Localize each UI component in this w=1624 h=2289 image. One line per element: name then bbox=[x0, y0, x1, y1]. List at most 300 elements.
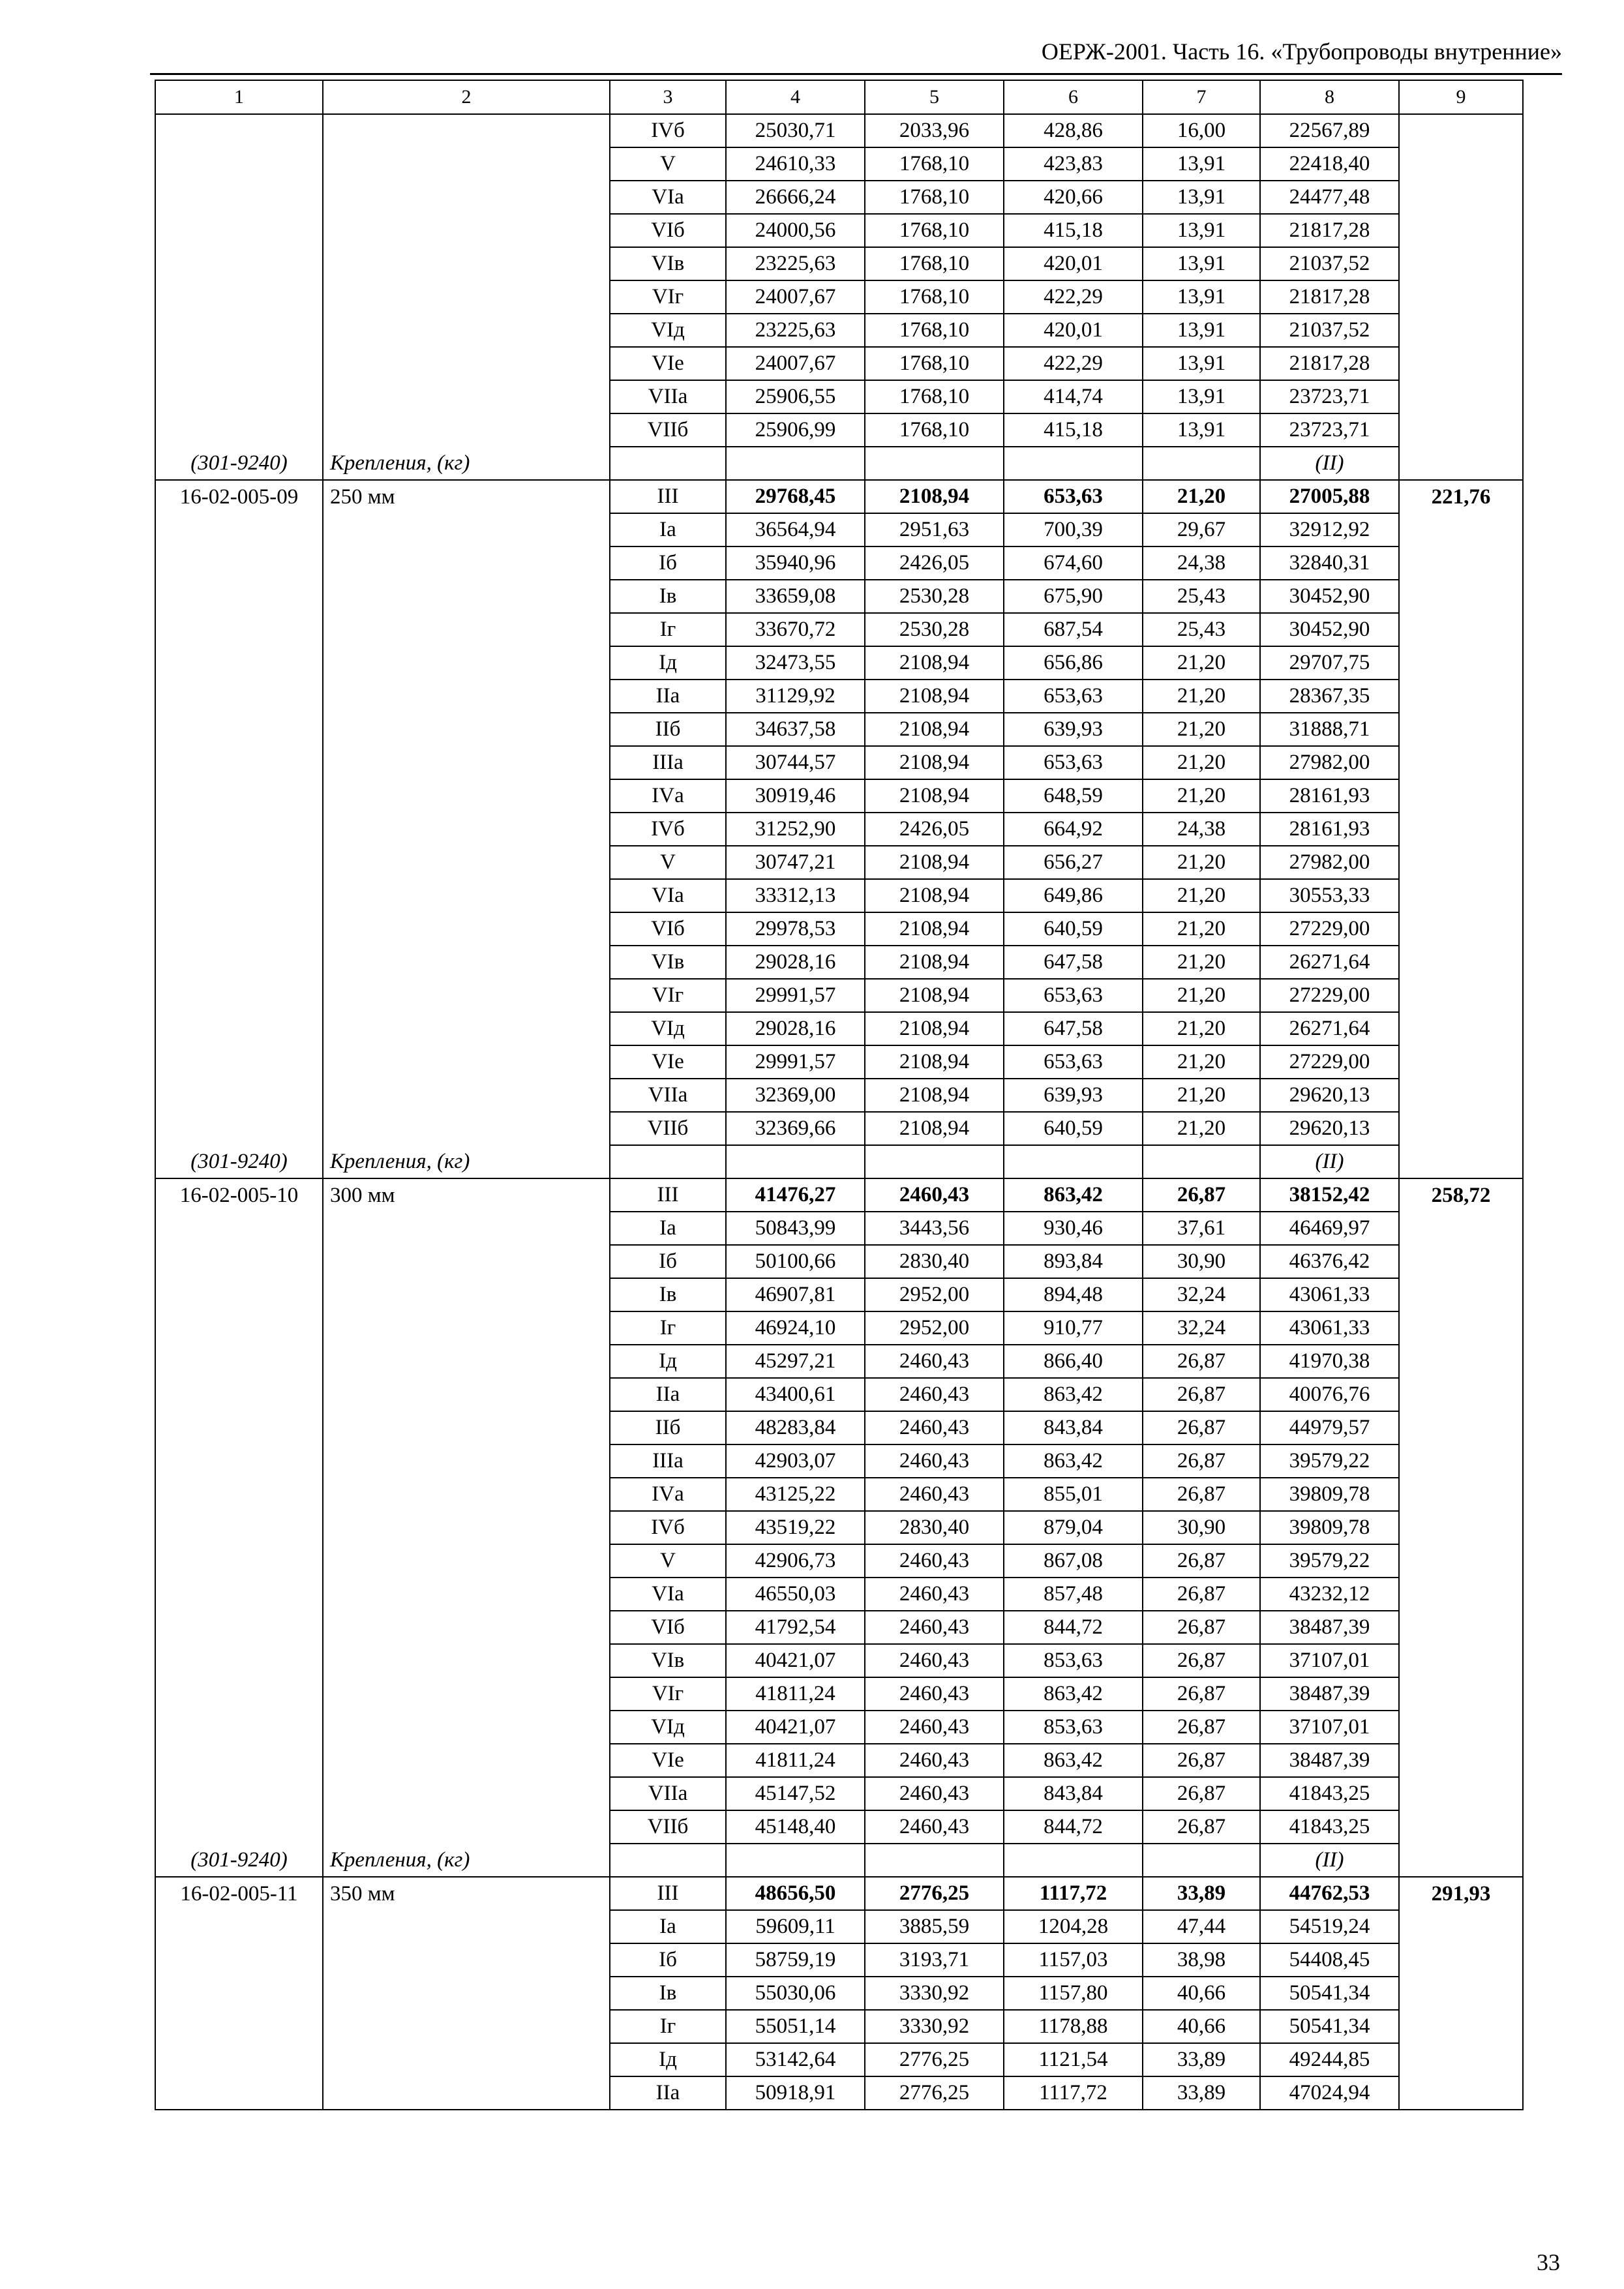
table-cell: 21,20 bbox=[1143, 646, 1260, 680]
table-cell: 38,98 bbox=[1143, 1943, 1260, 1977]
table-cell: VIг bbox=[610, 280, 726, 314]
table-cell: 26,87 bbox=[1143, 1378, 1260, 1411]
table-cell: 16-02-005-10 bbox=[155, 1178, 323, 1212]
table-row bbox=[155, 1079, 1523, 1112]
table-cell bbox=[323, 746, 610, 779]
table-cell: 50100,66 bbox=[726, 1245, 865, 1278]
table-cell: 21,20 bbox=[1143, 1112, 1260, 1145]
table-cell bbox=[323, 979, 610, 1012]
table-cell: 41811,24 bbox=[726, 1744, 865, 1777]
table-row bbox=[155, 480, 1523, 513]
table-cell: 47024,94 bbox=[1260, 2076, 1399, 2110]
table-row bbox=[155, 1744, 1523, 1777]
table-cell: 26,87 bbox=[1143, 1478, 1260, 1511]
table-cell: 863,42 bbox=[1004, 1378, 1143, 1411]
column-number: 4 bbox=[726, 80, 865, 114]
table-cell: 38487,39 bbox=[1260, 1611, 1399, 1644]
table-cell: 16-02-005-09 bbox=[155, 480, 323, 513]
table-cell bbox=[323, 912, 610, 946]
table-cell bbox=[1399, 1844, 1523, 1877]
table-cell: 855,01 bbox=[1004, 1478, 1143, 1511]
table-cell: 26666,24 bbox=[726, 181, 865, 214]
table-cell: 21817,28 bbox=[1260, 214, 1399, 247]
table-cell: 32840,31 bbox=[1260, 546, 1399, 580]
table-cell: IVб bbox=[610, 813, 726, 846]
table-cell bbox=[323, 1810, 610, 1844]
table-cell: 41843,25 bbox=[1260, 1810, 1399, 1844]
table-cell: 44979,57 bbox=[1260, 1411, 1399, 1444]
table-cell: 1117,72 bbox=[1004, 1877, 1143, 1910]
fastening-note-row bbox=[155, 1844, 1523, 1877]
table-cell: 26,87 bbox=[1143, 1677, 1260, 1711]
table-cell: 41970,38 bbox=[1260, 1345, 1399, 1378]
table-cell bbox=[1399, 1977, 1523, 2010]
table-cell: 700,39 bbox=[1004, 513, 1143, 546]
table-cell: IIIа bbox=[610, 746, 726, 779]
table-cell: VIа bbox=[610, 1578, 726, 1611]
table-row bbox=[155, 1544, 1523, 1578]
table-row bbox=[155, 1245, 1523, 1278]
table-cell: 22418,40 bbox=[1260, 147, 1399, 181]
table-cell: 653,63 bbox=[1004, 1045, 1143, 1079]
table-cell bbox=[155, 1079, 323, 1112]
table-cell: 38152,42 bbox=[1260, 1178, 1399, 1212]
table-cell: 43232,12 bbox=[1260, 1578, 1399, 1611]
table-cell bbox=[726, 1844, 865, 1877]
table-cell bbox=[1399, 1112, 1523, 1145]
table-cell bbox=[323, 1378, 610, 1411]
table-cell: 24610,33 bbox=[726, 147, 865, 181]
table-row bbox=[155, 1511, 1523, 1544]
table-cell: 45148,40 bbox=[726, 1810, 865, 1844]
table-cell: VIв bbox=[610, 1644, 726, 1677]
table-cell: 49244,85 bbox=[1260, 2043, 1399, 2076]
table-cell: V bbox=[610, 846, 726, 879]
table-cell: 59609,11 bbox=[726, 1910, 865, 1943]
table-cell: 2460,43 bbox=[865, 1478, 1004, 1511]
table-cell bbox=[155, 546, 323, 580]
table-row bbox=[155, 580, 1523, 613]
table-cell: 1178,88 bbox=[1004, 2010, 1143, 2043]
table-cell: 28161,93 bbox=[1260, 779, 1399, 813]
table-cell: 422,29 bbox=[1004, 280, 1143, 314]
table-cell bbox=[155, 1411, 323, 1444]
table-cell: Iб bbox=[610, 546, 726, 580]
table-cell: 41843,25 bbox=[1260, 1777, 1399, 1810]
table-cell bbox=[155, 1278, 323, 1311]
table-cell bbox=[1399, 546, 1523, 580]
table-cell bbox=[155, 513, 323, 546]
table-cell bbox=[155, 2010, 323, 2043]
table-cell: 27005,88 bbox=[1260, 480, 1399, 513]
table-cell: 37,61 bbox=[1143, 1212, 1260, 1245]
table-cell: Iв bbox=[610, 1977, 726, 2010]
table-cell bbox=[1399, 114, 1523, 147]
table-cell: 29991,57 bbox=[726, 1045, 865, 1079]
table-cell bbox=[323, 713, 610, 746]
table-cell bbox=[155, 247, 323, 280]
table-cell bbox=[323, 1977, 610, 2010]
table-cell: 2460,43 bbox=[865, 1810, 1004, 1844]
table-cell: 43400,61 bbox=[726, 1378, 865, 1411]
table-cell: 42903,07 bbox=[726, 1444, 865, 1478]
table-cell: 35940,96 bbox=[726, 546, 865, 580]
column-number: 6 bbox=[1004, 80, 1143, 114]
table-cell: 30452,90 bbox=[1260, 613, 1399, 646]
table-cell: VIв bbox=[610, 946, 726, 979]
table-cell: 31888,71 bbox=[1260, 713, 1399, 746]
table-row bbox=[155, 1311, 1523, 1345]
table-cell: 420,01 bbox=[1004, 247, 1143, 280]
table-cell: 844,72 bbox=[1004, 1810, 1143, 1844]
table-cell bbox=[155, 1045, 323, 1079]
table-cell: 653,63 bbox=[1004, 746, 1143, 779]
table-cell bbox=[1399, 2043, 1523, 2076]
table-cell: 31252,90 bbox=[726, 813, 865, 846]
table-cell: 2108,94 bbox=[865, 1079, 1004, 1112]
table-cell bbox=[1399, 713, 1523, 746]
table-cell: V bbox=[610, 1544, 726, 1578]
table-cell: 2108,94 bbox=[865, 480, 1004, 513]
table-cell: 39809,78 bbox=[1260, 1511, 1399, 1544]
table-cell bbox=[155, 779, 323, 813]
table-cell: 39579,22 bbox=[1260, 1444, 1399, 1478]
table-cell: 2460,43 bbox=[865, 1345, 1004, 1378]
table-cell: 893,84 bbox=[1004, 1245, 1143, 1278]
table-cell bbox=[1399, 280, 1523, 314]
table-row bbox=[155, 1012, 1523, 1045]
table-cell: 13,91 bbox=[1143, 181, 1260, 214]
table-cell: 653,63 bbox=[1004, 480, 1143, 513]
table-cell: VIIб bbox=[610, 413, 726, 447]
table-cell bbox=[323, 680, 610, 713]
table-cell bbox=[155, 181, 323, 214]
table-cell bbox=[323, 879, 610, 912]
table-cell: 30452,90 bbox=[1260, 580, 1399, 613]
table-cell bbox=[323, 2043, 610, 2076]
table-row bbox=[155, 1345, 1523, 1378]
table-cell: III bbox=[610, 1178, 726, 1212]
table-row bbox=[155, 946, 1523, 979]
table-row bbox=[155, 181, 1523, 214]
table-cell: 2830,40 bbox=[865, 1245, 1004, 1278]
table-cell: 423,83 bbox=[1004, 147, 1143, 181]
table-cell: 649,86 bbox=[1004, 879, 1143, 912]
table-cell: 22567,89 bbox=[1260, 114, 1399, 147]
table-cell: 2108,94 bbox=[865, 912, 1004, 946]
table-cell bbox=[865, 1844, 1004, 1877]
table-cell bbox=[323, 1611, 610, 1644]
table-cell: 26,87 bbox=[1143, 1544, 1260, 1578]
table-cell: 13,91 bbox=[1143, 214, 1260, 247]
table-cell: 29707,75 bbox=[1260, 646, 1399, 680]
table-cell bbox=[1399, 147, 1523, 181]
table-cell bbox=[323, 1478, 610, 1511]
table-cell: VIIа bbox=[610, 380, 726, 413]
table-cell bbox=[323, 280, 610, 314]
table-cell: 863,42 bbox=[1004, 1178, 1143, 1212]
table-cell: (II) bbox=[1260, 1145, 1399, 1178]
table-cell: 640,59 bbox=[1004, 912, 1143, 946]
table-cell: 2952,00 bbox=[865, 1278, 1004, 1311]
column-number-row bbox=[155, 80, 1523, 114]
table-row bbox=[155, 646, 1523, 680]
table-cell bbox=[155, 214, 323, 247]
table-cell: Iа bbox=[610, 1212, 726, 1245]
table-cell: 2460,43 bbox=[865, 1777, 1004, 1810]
table-cell: 2951,63 bbox=[865, 513, 1004, 546]
table-cell bbox=[1399, 1644, 1523, 1677]
table-cell: 38487,39 bbox=[1260, 1677, 1399, 1711]
table-cell bbox=[323, 613, 610, 646]
table-cell: 2108,94 bbox=[865, 779, 1004, 813]
table-cell: 24,38 bbox=[1143, 813, 1260, 846]
table-cell: 48656,50 bbox=[726, 1877, 865, 1910]
table-cell: 28161,93 bbox=[1260, 813, 1399, 846]
table-cell: 866,40 bbox=[1004, 1345, 1143, 1378]
table-cell: 2776,25 bbox=[865, 2043, 1004, 2076]
table-cell: 46550,03 bbox=[726, 1578, 865, 1611]
table-cell: Крепления, (кг) bbox=[323, 1844, 610, 1877]
table-cell: 16-02-005-11 bbox=[155, 1877, 323, 1910]
table-row bbox=[155, 846, 1523, 879]
table-cell: 33,89 bbox=[1143, 2043, 1260, 2076]
table-cell: (301-9240) bbox=[155, 447, 323, 480]
table-cell bbox=[1004, 1145, 1143, 1178]
table-cell: 26,87 bbox=[1143, 1444, 1260, 1478]
table-cell: 3885,59 bbox=[865, 1910, 1004, 1943]
table-row bbox=[155, 380, 1523, 413]
table-cell: 43125,22 bbox=[726, 1478, 865, 1511]
table-cell: 30,90 bbox=[1143, 1511, 1260, 1544]
table-cell: 45297,21 bbox=[726, 1345, 865, 1378]
table-cell: IVа bbox=[610, 779, 726, 813]
table-row bbox=[155, 314, 1523, 347]
table-cell: 27982,00 bbox=[1260, 746, 1399, 779]
table-cell bbox=[323, 580, 610, 613]
table-cell bbox=[155, 1378, 323, 1411]
table-cell: VIв bbox=[610, 247, 726, 280]
table-cell bbox=[323, 513, 610, 546]
table-cell: 21037,52 bbox=[1260, 247, 1399, 280]
table-cell bbox=[1143, 1145, 1260, 1178]
table-cell bbox=[155, 1644, 323, 1677]
table-cell bbox=[323, 546, 610, 580]
table-cell bbox=[323, 1943, 610, 1977]
table-cell: 3330,92 bbox=[865, 2010, 1004, 2043]
table-cell: 40076,76 bbox=[1260, 1378, 1399, 1411]
table-cell: 1121,54 bbox=[1004, 2043, 1143, 2076]
table-cell: 21,20 bbox=[1143, 879, 1260, 912]
table-cell: 13,91 bbox=[1143, 147, 1260, 181]
table-cell: 26,87 bbox=[1143, 1644, 1260, 1677]
table-cell bbox=[155, 1977, 323, 2010]
table-cell: 879,04 bbox=[1004, 1511, 1143, 1544]
table-row bbox=[155, 1777, 1523, 1810]
table-cell bbox=[155, 413, 323, 447]
table-cell: 2460,43 bbox=[865, 1611, 1004, 1644]
table-cell bbox=[323, 1079, 610, 1112]
table-cell bbox=[1399, 1145, 1523, 1178]
table-cell: VIIа bbox=[610, 1777, 726, 1810]
table-cell: Iг bbox=[610, 613, 726, 646]
table-cell: IIIа bbox=[610, 1444, 726, 1478]
table-cell: IVа bbox=[610, 1478, 726, 1511]
table-cell bbox=[1399, 1677, 1523, 1711]
table-cell bbox=[1399, 380, 1523, 413]
table-row bbox=[155, 2043, 1523, 2076]
column-number: 3 bbox=[610, 80, 726, 114]
table-row bbox=[155, 713, 1523, 746]
table-cell: 29620,13 bbox=[1260, 1112, 1399, 1145]
table-cell bbox=[155, 846, 323, 879]
table-cell bbox=[155, 646, 323, 680]
table-cell: 1768,10 bbox=[865, 181, 1004, 214]
table-cell: 420,66 bbox=[1004, 181, 1143, 214]
table-cell: 21,20 bbox=[1143, 979, 1260, 1012]
table-row bbox=[155, 1411, 1523, 1444]
column-number: 2 bbox=[323, 80, 610, 114]
table-cell: 21,20 bbox=[1143, 912, 1260, 946]
table-cell: 33312,13 bbox=[726, 879, 865, 912]
table-cell: 428,86 bbox=[1004, 114, 1143, 147]
table-cell: 42906,73 bbox=[726, 1544, 865, 1578]
table-cell bbox=[323, 1444, 610, 1478]
table-cell: 2426,05 bbox=[865, 813, 1004, 846]
table-cell: 54519,24 bbox=[1260, 1910, 1399, 1943]
table-cell: 32369,66 bbox=[726, 1112, 865, 1145]
table-cell bbox=[323, 1578, 610, 1611]
table-row bbox=[155, 2076, 1523, 2110]
table-cell: 639,93 bbox=[1004, 1079, 1143, 1112]
table-cell bbox=[1399, 1744, 1523, 1777]
table-cell: 34637,58 bbox=[726, 713, 865, 746]
table-cell bbox=[155, 1677, 323, 1711]
table-cell: 37107,01 bbox=[1260, 1644, 1399, 1677]
table-cell: 2830,40 bbox=[865, 1511, 1004, 1544]
table-cell: IIа bbox=[610, 2076, 726, 2110]
table-row bbox=[155, 1212, 1523, 1245]
table-cell bbox=[1399, 1810, 1523, 1844]
table-cell: (II) bbox=[1260, 447, 1399, 480]
table-cell: 291,93 bbox=[1399, 1877, 1523, 1910]
column-number: 1 bbox=[155, 80, 323, 114]
table-cell bbox=[155, 380, 323, 413]
table-cell: 26,87 bbox=[1143, 1578, 1260, 1611]
table-row bbox=[155, 1611, 1523, 1644]
table-cell: 853,63 bbox=[1004, 1644, 1143, 1677]
table-cell: 40,66 bbox=[1143, 2010, 1260, 2043]
table-cell bbox=[323, 1278, 610, 1311]
table-row bbox=[155, 2010, 1523, 2043]
table-cell: 21,20 bbox=[1143, 746, 1260, 779]
table-cell bbox=[1399, 979, 1523, 1012]
table-cell bbox=[1399, 1378, 1523, 1411]
header-rule bbox=[150, 73, 1562, 75]
table-cell: 32,24 bbox=[1143, 1278, 1260, 1311]
table-row bbox=[155, 979, 1523, 1012]
table-cell bbox=[155, 2043, 323, 2076]
table-cell: 46469,97 bbox=[1260, 1212, 1399, 1245]
table-row bbox=[155, 1711, 1523, 1744]
table-cell bbox=[610, 447, 726, 480]
table-cell: Iв bbox=[610, 580, 726, 613]
table-cell: 647,58 bbox=[1004, 946, 1143, 979]
table-cell: IIа bbox=[610, 680, 726, 713]
table-row bbox=[155, 1810, 1523, 1844]
table-cell: 13,91 bbox=[1143, 380, 1260, 413]
page-number: 33 bbox=[1537, 2249, 1560, 2275]
table-cell: 656,27 bbox=[1004, 846, 1143, 879]
table-cell: VIд bbox=[610, 1012, 726, 1045]
table-cell: 894,48 bbox=[1004, 1278, 1143, 1311]
table-cell bbox=[610, 1145, 726, 1178]
table-row bbox=[155, 779, 1523, 813]
column-number: 7 bbox=[1143, 80, 1260, 114]
table-row bbox=[155, 613, 1523, 646]
table-cell bbox=[1399, 1511, 1523, 1544]
table-cell: 29768,45 bbox=[726, 480, 865, 513]
table-row bbox=[155, 1910, 1523, 1943]
table-row bbox=[155, 513, 1523, 546]
table-cell: 32369,00 bbox=[726, 1079, 865, 1112]
table-cell bbox=[323, 1511, 610, 1544]
table-cell: 50843,99 bbox=[726, 1212, 865, 1245]
table-cell: 674,60 bbox=[1004, 546, 1143, 580]
table-cell: Iв bbox=[610, 1278, 726, 1311]
table-cell: 2033,96 bbox=[865, 114, 1004, 147]
table-cell: 843,84 bbox=[1004, 1411, 1143, 1444]
table-cell: 422,29 bbox=[1004, 347, 1143, 380]
table-cell bbox=[1399, 1345, 1523, 1378]
table-cell: 50541,34 bbox=[1260, 1977, 1399, 2010]
table-row bbox=[155, 1112, 1523, 1145]
table-cell: Iб bbox=[610, 1245, 726, 1278]
column-number: 8 bbox=[1260, 80, 1399, 114]
table-cell: 13,91 bbox=[1143, 247, 1260, 280]
table-cell: 1768,10 bbox=[865, 380, 1004, 413]
table-cell bbox=[1399, 1777, 1523, 1810]
table-cell: 930,46 bbox=[1004, 1212, 1143, 1245]
table-cell bbox=[323, 1544, 610, 1578]
table-cell bbox=[155, 1444, 323, 1478]
table-row bbox=[155, 1045, 1523, 1079]
table-cell bbox=[323, 2076, 610, 2110]
table-cell bbox=[155, 1478, 323, 1511]
table-cell: 867,08 bbox=[1004, 1544, 1143, 1578]
table-cell bbox=[1399, 1411, 1523, 1444]
table-cell: Iд bbox=[610, 1345, 726, 1378]
table-cell: 30553,33 bbox=[1260, 879, 1399, 912]
table-cell bbox=[1399, 181, 1523, 214]
table-cell bbox=[1143, 1844, 1260, 1877]
table-cell: 25,43 bbox=[1143, 613, 1260, 646]
table-cell bbox=[155, 879, 323, 912]
table-cell: 30744,57 bbox=[726, 746, 865, 779]
table-cell: 1157,03 bbox=[1004, 1943, 1143, 1977]
table-cell: 28367,35 bbox=[1260, 680, 1399, 713]
table-cell: 41476,27 bbox=[726, 1178, 865, 1212]
table-cell: Iа bbox=[610, 513, 726, 546]
column-number: 9 bbox=[1399, 80, 1523, 114]
table-cell bbox=[1399, 347, 1523, 380]
table-cell bbox=[323, 813, 610, 846]
table-cell: 2108,94 bbox=[865, 879, 1004, 912]
table-cell: 656,86 bbox=[1004, 646, 1143, 680]
table-cell: VIа bbox=[610, 181, 726, 214]
table-cell: VIIа bbox=[610, 1079, 726, 1112]
table-cell: 857,48 bbox=[1004, 1578, 1143, 1611]
